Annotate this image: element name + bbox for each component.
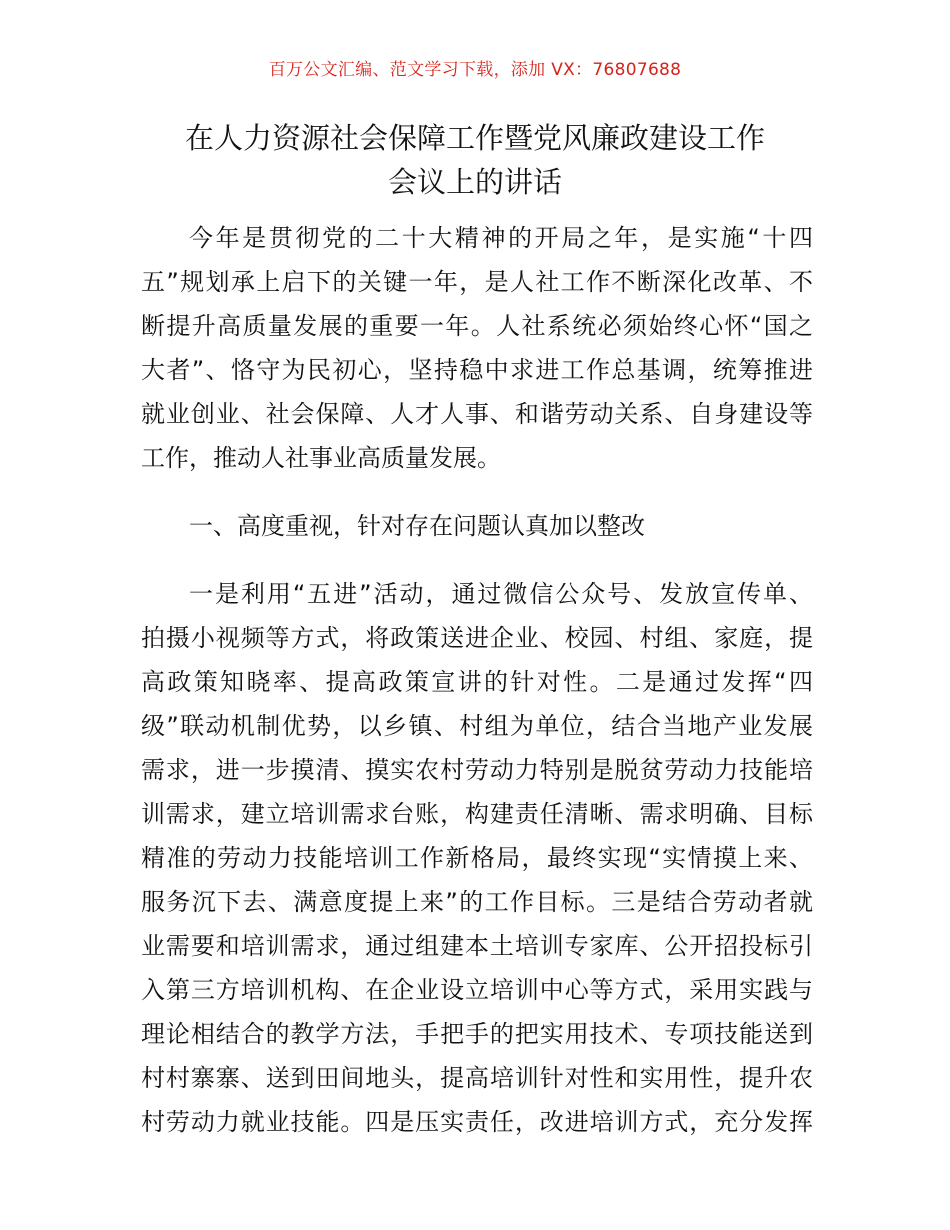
text-line: 级”联动机制优势，以乡镇、村组为单位，结合当地产业发展 <box>141 712 813 740</box>
text-line: 大者”、恪守为民初心，坚持稳中求进工作总基调，统筹推进 <box>141 356 813 384</box>
text-line: 工作，推动人社事业高质量发展。 <box>141 444 501 472</box>
paragraph-gap <box>141 480 813 504</box>
title-line-1: 在人力资源社会保障工作暨党风廉政建设工作 <box>184 121 765 155</box>
paragraph-gap <box>141 548 813 572</box>
text-line: 就业创业、社会保障、人才人事、和谐劳动关系、自身建设等 <box>141 400 813 428</box>
text-line: 业需要和培训需求，通过组建本土培训专家库、公开招投标引 <box>141 932 813 960</box>
text-line: 入第三方培训机构、在企业设立培训中心等方式，采用实践与 <box>141 976 813 1004</box>
document-title <box>100 116 850 204</box>
text-line: 今年是贯彻党的二十大精神的开局之年，是实施“十四 <box>189 224 813 252</box>
document-body <box>141 216 813 1144</box>
title-line-2: 会议上的讲话 <box>387 165 562 199</box>
text-line: 精准的劳动力技能培训工作新格局，最终实现“实情摸上来、 <box>141 844 813 872</box>
text-line: 断提升高质量发展的重要一年。人社系统必须始终心怀“国之 <box>141 312 813 340</box>
text-line: 理论相结合的教学方法，手把手的把实用技术、专项技能送到 <box>141 1020 813 1048</box>
text-line: 一是利用“五进”活动，通过微信公众号、发放宣传单、 <box>189 580 813 608</box>
text-line: 训需求，建立培训需求台账，构建责任清晰、需求明确、目标 <box>141 800 813 828</box>
section-heading-text: 一、高度重视，针对存在问题认真加以整改 <box>189 512 645 540</box>
section-heading-1 <box>141 504 813 548</box>
text-line: 服务沉下去、满意度提上来”的工作目标。三是结合劳动者就 <box>141 888 813 916</box>
text-line: 拍摄小视频等方式，将政策送进企业、校园、村组、家庭，提 <box>141 624 813 652</box>
text-line: 村劳动力就业技能。四是压实责任，改进培训方式，充分发挥 <box>141 1108 813 1136</box>
text-line: 五”规划承上启下的关键一年，是人社工作不断深化改革、不 <box>141 268 813 296</box>
header-contact-note: 百万公文汇编、范文学习下载，添加 VX：76807688 <box>268 60 682 80</box>
text-line: 高政策知晓率、提高政策宣讲的针对性。二是通过发挥“四 <box>141 668 813 696</box>
text-line: 需求，进一步摸清、摸实农村劳动力特别是脱贫劳动力技能培 <box>141 756 813 784</box>
text-line: 村村寨寨、送到田间地头，提高培训针对性和实用性，提升农 <box>141 1064 813 1092</box>
paragraph-measures <box>141 572 813 1144</box>
paragraph-intro <box>141 216 813 480</box>
